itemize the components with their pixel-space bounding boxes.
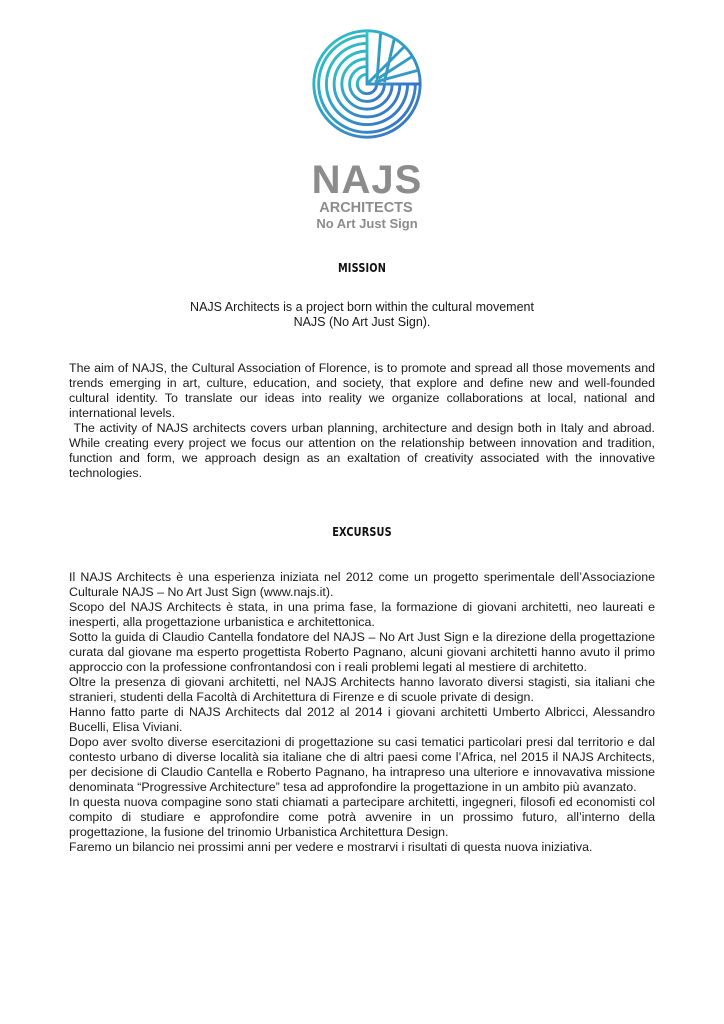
mission-paragraph: The aim of NAJS, the Cultural Association of Florence, is to promote and spread all those movements and trends emerging in art, culture, education, and society, that explore and define new and well-founded cultural identity. To translate our ideas into reality we organize collaborations at local, national and international levels. xyxy=(69,361,655,420)
excursus-body xyxy=(69,570,655,855)
spiral-logo-icon xyxy=(309,26,425,142)
excursus-paragraph: Dopo aver svolto diverse esercitazioni di progettazione su casi tematici particolari presi dal territorio e dal contesto urbano di diverse località sia italiane che di altri paesi come l’Africa, nel 2015 il NAJS Architects, per decisione di Claudio Cantella e Roberto Pagnano, ha intrapreso una ulteriore e innovavativa missione denominata “Progressive Architecture” tesa ad approfondire la progettazione in un ambito più avanzato. xyxy=(69,735,655,794)
logo-tagline: No Art Just Sign xyxy=(316,216,418,231)
mission-paragraph: The activity of NAJS architects covers urban planning, architecture and design both in Italy and abroad. While creating every project we focus our attention on the relationship between innovation and tradition, function and form, we approach design as an exaltation of creativity associated with the innovative technologies. xyxy=(69,421,659,480)
excursus-heading: EXCURSUS xyxy=(332,524,392,539)
excursus-paragraph: Oltre la presenza di giovani architetti, nel NAJS Architects hanno lavorato diversi stagisti, sia italiani che stranieri, studenti della Facoltà di Architettura di Firenze e di scuole private di design. xyxy=(69,675,655,704)
intro-line: NAJS (No Art Just Sign). xyxy=(293,315,431,329)
excursus-paragraph: In questa nuova compagine sono stati chiamati a partecipare architetti, ingegneri, filosofi ed economisti col compito di studiare e approfondire come potrà avvenire in un prossimo futuro, all’interno della progettazione, la fusione del trinomio Urbanistica Architettura Design. xyxy=(69,795,655,839)
mission-body xyxy=(69,361,659,481)
mission-intro xyxy=(0,300,724,330)
intro-line: NAJS Architects is a project born within the cultural movement xyxy=(190,300,534,314)
excursus-paragraph: Il NAJS Architects è una esperienza iniziata nel 2012 come un progetto sperimentale dell’Associazione Culturale NAJS – No Art Just Sign (www.najs.it). xyxy=(69,570,655,599)
logo-name: NAJS xyxy=(311,158,423,202)
najs-logo xyxy=(0,26,724,232)
excursus-paragraph: Sotto la guida di Claudio Cantella fondatore del NAJS – No Art Just Sign e la direzione della progettazione curata dal giovane ma esperto progettista Roberto Pagnano, alcuni giovani architetti hanno avuto il primo approccio con la professione confrontandosi con i reali problemi legati al mestiere di architetto. xyxy=(69,630,655,674)
excursus-paragraph: Hanno fatto parte di NAJS Architects dal 2012 al 2014 i giovani architetti Umberto Albricci, Alessandro Bucelli, Elisa Viviani. xyxy=(69,705,655,734)
excursus-paragraph: Faremo un bilancio nei prossimi anni per vedere e mostrarvi i risultati di questa nuova iniziativa. xyxy=(69,840,593,854)
mission-heading: MISSION xyxy=(337,260,387,275)
excursus-paragraph: Scopo del NAJS Architects è stata, in una prima fase, la formazione di giovani architetti, neo laureati e inesperti, alla progettazione urbanistica e architettonica. xyxy=(69,600,655,629)
logo-subtitle: ARCHITECTS xyxy=(319,200,413,216)
